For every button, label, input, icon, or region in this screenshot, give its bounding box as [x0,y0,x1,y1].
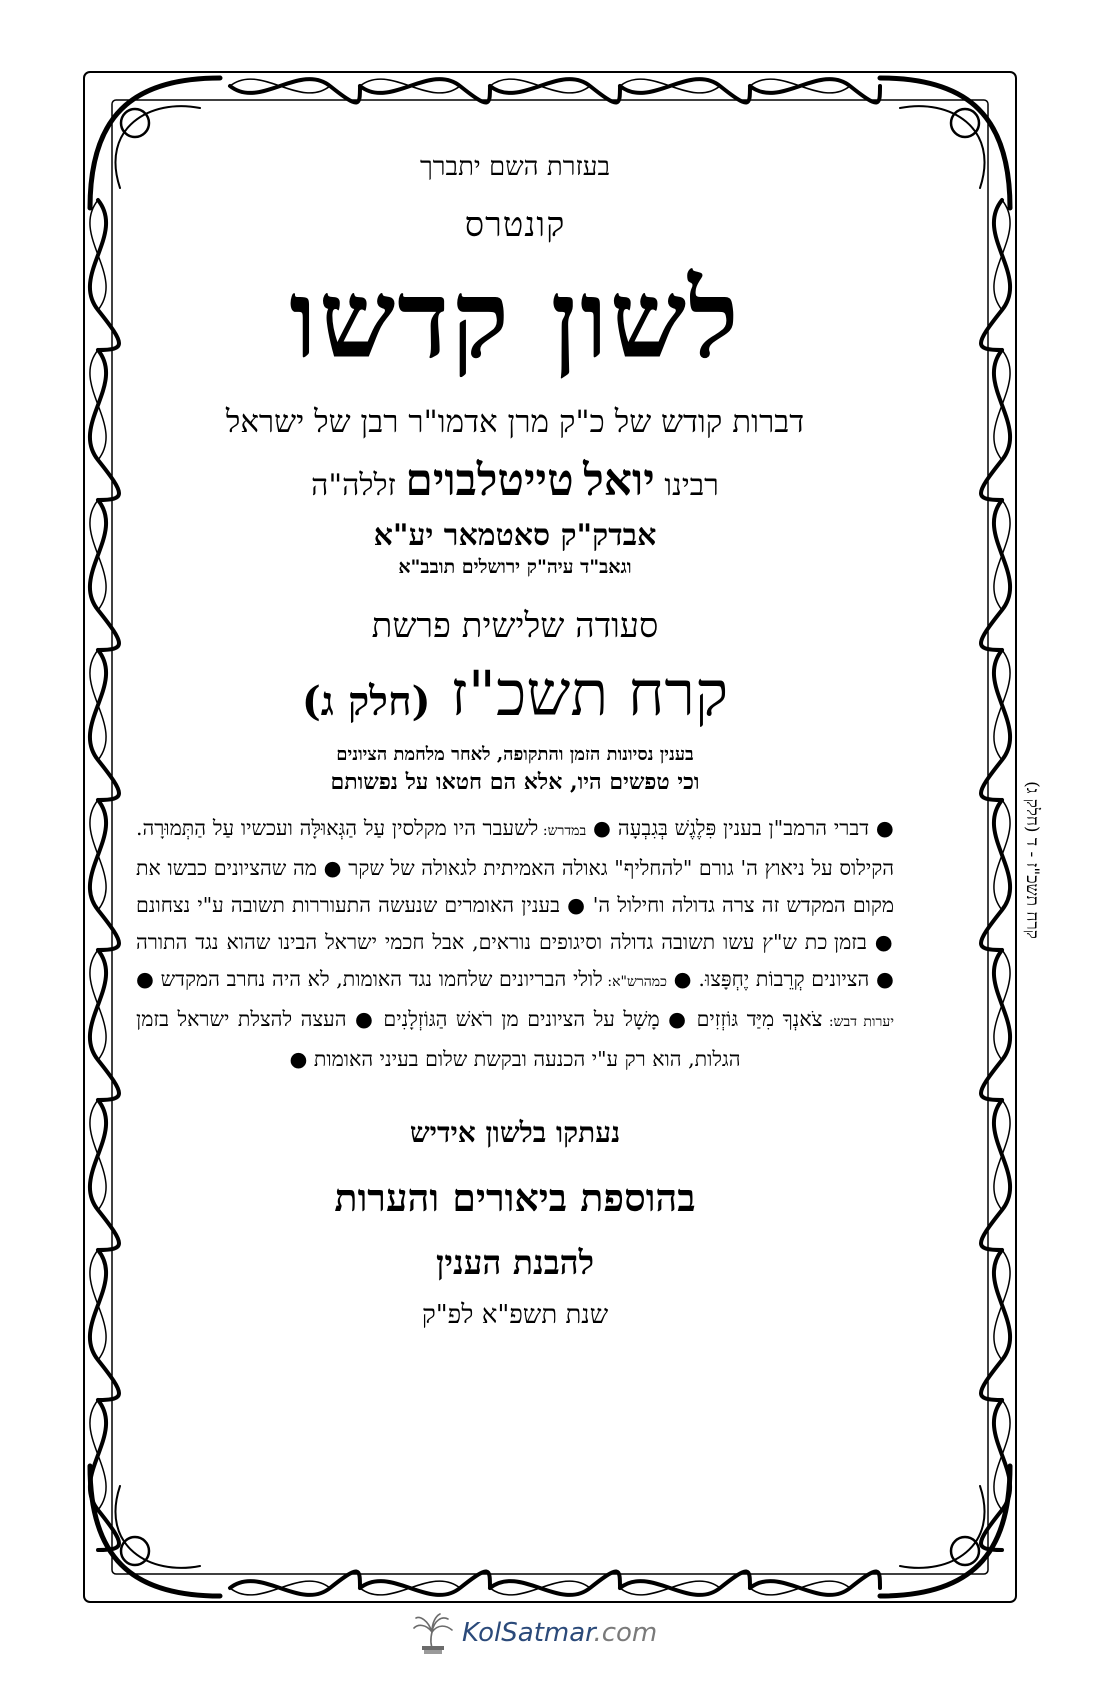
bullet-icon: ● [559,892,586,917]
source-label: יערות דבש: [822,1013,894,1030]
bullet-icon: ● [346,1006,375,1031]
summary-text: בזמן כת ש"ץ עשו תשובה גדולה וסיגופים נוראים, אבל חכמי ישראל הבינו שהוא נגד התורה [136,929,867,954]
bullet-icon: ● [136,966,154,991]
bullet-icon: ● [289,1046,308,1071]
part-label: (חלק ג) [301,678,431,726]
summary-text: מה שהציונים כבשו את מקום המקדש זה צרה גדולה וחילול ה' [136,855,894,917]
palm-tree-books-icon [410,1610,456,1656]
summary-item [154,967,692,991]
source-label: במדרש: [538,822,587,839]
logo-text [462,1618,657,1648]
author-name-line [130,455,900,508]
summary-item [692,967,894,991]
author-words-line: דברות קודש של כ"ק מרן אדמו"ר רבן של ישראל [225,403,805,440]
logo-brand: KolSatmar [462,1618,594,1648]
parsha-title [130,657,900,731]
bullet-icon: ● [666,966,692,991]
author-last-name: טייטלבוים [405,454,574,506]
summary-text: מָשָׁל על הציונים מן רֹאשׁ הַגּוֹזְלָנִים [374,1006,660,1031]
kolsatmar-logo[interactable] [410,1610,657,1656]
topic-line: בענין נסיונות הזמן והתקופה, לאחר מלחמת הציונים [336,743,694,765]
rabbeinu-label: רבינו [664,467,719,503]
summary-text: לשעבר היו מקלסין עַל הַגְּאוּלָּה ועכשיו עַל הַתְּמוּרָה. הקילוס על ניאוץ ה' גורם "להחליף" גאולה האמיתית לגאולה של שקר [136,815,894,880]
side-page-note: קרח תשכ"ז - ד (חלק ג) [1022,781,1042,939]
bullet-icon: ● [659,1006,689,1031]
author-title-jerusalem: וגאב"ד עיה"ק ירושלים תובב"א [398,555,632,578]
bullet-icon: ● [866,929,894,954]
translation-note: נעתקו בלשון אידיש [409,1115,621,1149]
summary-text: העצה להצלת ישראל בזמן הגלות, הוא רק ע"י הכנעה ובקשת שלום בעיני האומות [136,1006,741,1071]
bullet-icon: ● [869,815,894,840]
understanding-line: להבנת הענין [435,1242,595,1282]
logo-domain: .com [593,1618,658,1648]
source-label: כמהרש"א: [602,973,667,990]
flourish-swirl [121,1537,149,1565]
booklet-label: קונטרס [464,205,566,246]
bullet-icon: ● [586,815,612,840]
summary-text: הציונים קְרֵבוֹת יֶחְפָּצוּ. [691,966,870,991]
summary-text: לולי הבריונים שלחמו נגד האומות, לא היה נחרב המקדש [153,966,603,991]
summary-item [375,1007,688,1031]
parsha-name: קרח תשכ"ז [450,657,729,731]
explanations-line: בהוספת ביאורים והערות [334,1175,696,1221]
flourish-swirl [951,109,979,137]
main-title: לשון קדשו [289,256,741,383]
summary-item [136,930,894,954]
summary-text: דברי הרמב"ן בענין פִּלֶגֶשׁ בְּגִבְעָה [611,815,870,840]
year-line: שנת תשפ"א לפ"ק [421,1300,609,1331]
flourish-swirl [900,106,985,188]
author-title-satmar: אבדק"ק סאטמאר יע"א [373,517,657,553]
bullet-icon: ● [316,855,342,880]
blessing-heading: בעזרת השם יתברך [420,152,610,182]
topic-subtitle: וכי טפשים היו, אלא הם חטאו על נפשותם [330,769,700,796]
bullet-icon: ● [869,966,895,991]
summary-text: בענין האומרים שנעשה התעוררות תשובה ע"י נצחונם [136,892,560,917]
summary-item [611,816,894,840]
title-page [130,130,900,1530]
summary-text: צֹאנְךָ מִיַּד גּוֹזְזִים [688,1006,823,1031]
summary-paragraph [136,810,894,1078]
author-first-name: יואל [583,454,655,506]
flourish-swirl [951,1537,979,1565]
flourish-swirl [900,1486,985,1568]
occasion-line: סעודה שלישית פרשת [371,606,659,647]
honorific: זללה"ה [311,467,396,503]
summary-item [136,893,586,917]
